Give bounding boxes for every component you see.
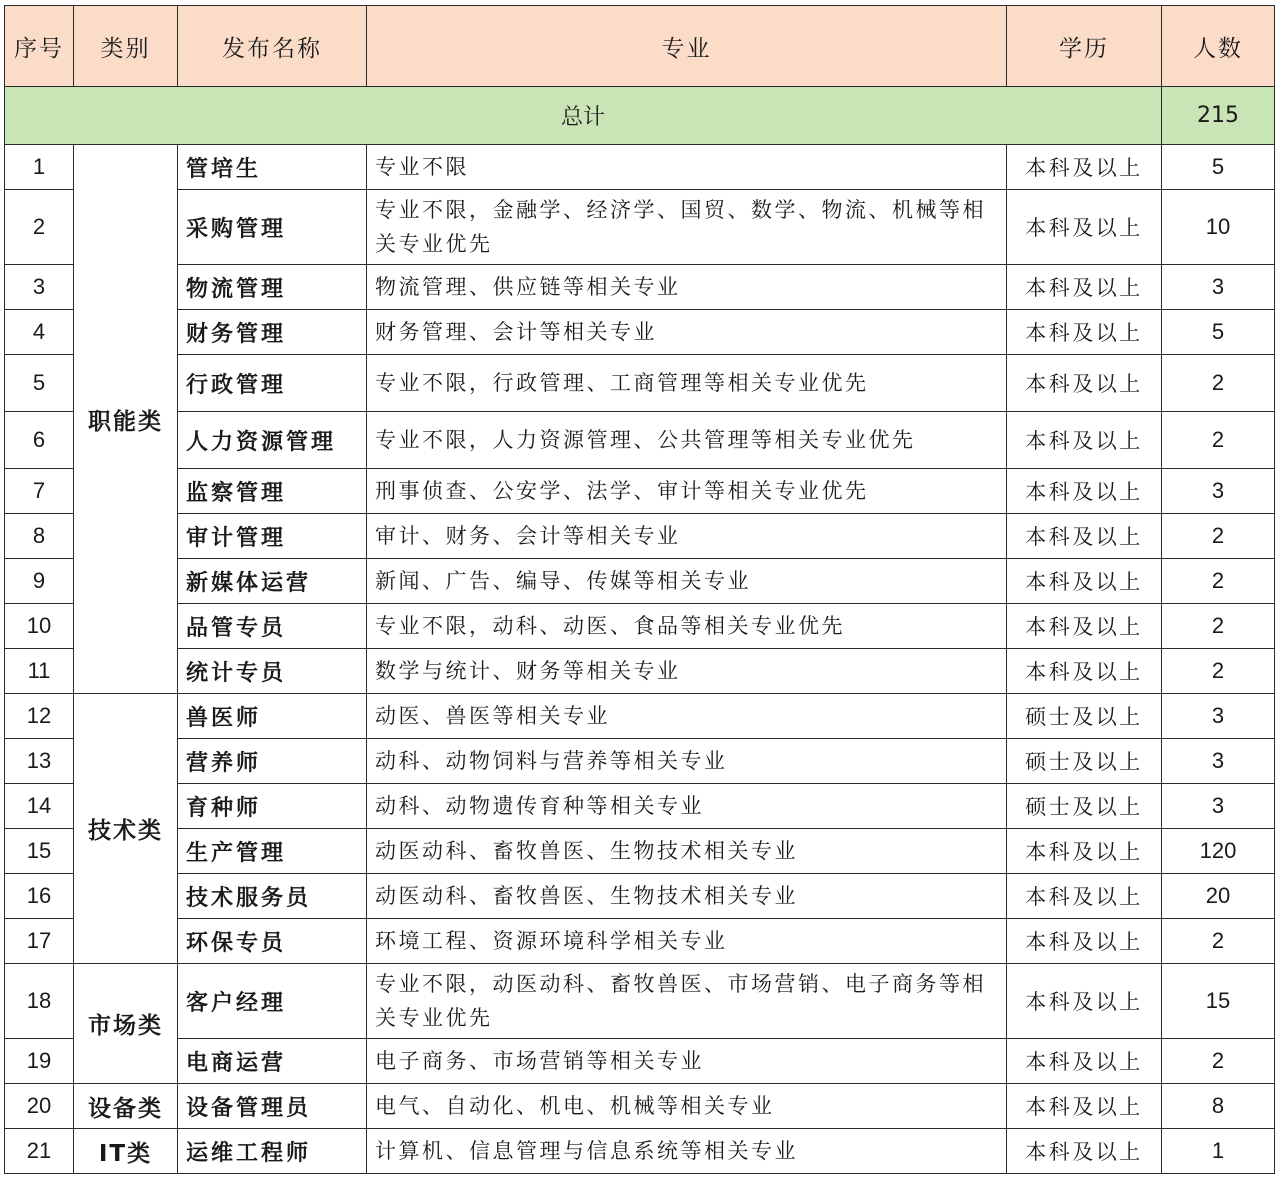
row-no: 19 [5, 1039, 74, 1084]
job-education: 本科及以上 [1007, 1084, 1162, 1129]
job-major: 财务管理、会计等相关专业 [367, 310, 1007, 355]
table-row [5, 964, 1275, 1039]
category-cell: 职能类 [74, 145, 178, 694]
job-major: 刑事侦查、公安学、法学、审计等相关专业优先 [367, 469, 1007, 514]
row-no: 8 [5, 514, 74, 559]
job-major: 审计、财务、会计等相关专业 [367, 514, 1007, 559]
header-major: 专业 [367, 6, 1007, 87]
row-no: 5 [5, 355, 74, 412]
table-row [5, 190, 1275, 265]
table-row [5, 604, 1275, 649]
job-education: 本科及以上 [1007, 874, 1162, 919]
job-name: 财务管理 [178, 310, 367, 355]
table-row [5, 514, 1275, 559]
job-major: 专业不限，人力资源管理、公共管理等相关专业优先 [367, 412, 1007, 469]
total-row [5, 87, 1275, 145]
table-row [5, 355, 1275, 412]
job-name: 生产管理 [178, 829, 367, 874]
job-major: 专业不限，金融学、经济学、国贸、数学、物流、机械等相关专业优先 [367, 190, 1007, 265]
job-major: 专业不限，动科、动医、食品等相关专业优先 [367, 604, 1007, 649]
row-no: 11 [5, 649, 74, 694]
row-no: 21 [5, 1129, 74, 1174]
job-major: 环境工程、资源环境科学相关专业 [367, 919, 1007, 964]
job-count: 1 [1162, 1129, 1275, 1174]
table-row [5, 310, 1275, 355]
job-education: 本科及以上 [1007, 265, 1162, 310]
job-name: 行政管理 [178, 355, 367, 412]
job-count: 2 [1162, 919, 1275, 964]
job-education: 本科及以上 [1007, 829, 1162, 874]
job-major: 专业不限，行政管理、工商管理等相关专业优先 [367, 355, 1007, 412]
table-row [5, 694, 1275, 739]
job-count: 2 [1162, 604, 1275, 649]
job-education: 本科及以上 [1007, 1039, 1162, 1084]
job-major: 计算机、信息管理与信息系统等相关专业 [367, 1129, 1007, 1174]
row-no: 9 [5, 559, 74, 604]
job-education: 本科及以上 [1007, 412, 1162, 469]
job-education: 本科及以上 [1007, 355, 1162, 412]
job-major: 数学与统计、财务等相关专业 [367, 649, 1007, 694]
job-education: 本科及以上 [1007, 145, 1162, 190]
job-name: 管培生 [178, 145, 367, 190]
job-count: 2 [1162, 412, 1275, 469]
header-education: 学历 [1007, 6, 1162, 87]
job-education: 硕士及以上 [1007, 694, 1162, 739]
table-row [5, 1129, 1275, 1174]
job-name: 育种师 [178, 784, 367, 829]
table-row [5, 1084, 1275, 1129]
job-name: 兽医师 [178, 694, 367, 739]
table-row [5, 739, 1275, 784]
job-major: 物流管理、供应链等相关专业 [367, 265, 1007, 310]
job-major: 新闻、广告、编导、传媒等相关专业 [367, 559, 1007, 604]
job-major: 专业不限 [367, 145, 1007, 190]
table-row [5, 649, 1275, 694]
job-education: 本科及以上 [1007, 310, 1162, 355]
job-count: 5 [1162, 145, 1275, 190]
job-education: 本科及以上 [1007, 190, 1162, 265]
job-education: 本科及以上 [1007, 514, 1162, 559]
row-no: 10 [5, 604, 74, 649]
header-name: 发布名称 [178, 6, 367, 87]
job-major: 动医动科、畜牧兽医、生物技术相关专业 [367, 874, 1007, 919]
job-count: 2 [1162, 514, 1275, 559]
job-count: 3 [1162, 694, 1275, 739]
row-no: 15 [5, 829, 74, 874]
job-name: 监察管理 [178, 469, 367, 514]
category-cell: 设备类 [74, 1084, 178, 1129]
table-row [5, 469, 1275, 514]
job-name: 人力资源管理 [178, 412, 367, 469]
table-row [5, 874, 1275, 919]
category-cell: IT类 [74, 1129, 178, 1174]
job-name: 统计专员 [178, 649, 367, 694]
table-row [5, 559, 1275, 604]
job-name: 审计管理 [178, 514, 367, 559]
job-major: 电气、自动化、机电、机械等相关专业 [367, 1084, 1007, 1129]
table-row [5, 265, 1275, 310]
job-count: 8 [1162, 1084, 1275, 1129]
row-no: 2 [5, 190, 74, 265]
job-education: 硕士及以上 [1007, 784, 1162, 829]
total-value: 215 [1162, 87, 1275, 145]
row-no: 6 [5, 412, 74, 469]
job-count: 3 [1162, 265, 1275, 310]
table-row [5, 829, 1275, 874]
table-row [5, 919, 1275, 964]
job-count: 3 [1162, 784, 1275, 829]
row-no: 20 [5, 1084, 74, 1129]
job-name: 品管专员 [178, 604, 367, 649]
job-name: 电商运营 [178, 1039, 367, 1084]
job-education: 本科及以上 [1007, 469, 1162, 514]
job-count: 2 [1162, 649, 1275, 694]
job-count: 3 [1162, 469, 1275, 514]
header-category: 类别 [74, 6, 178, 87]
row-no: 12 [5, 694, 74, 739]
recruitment-table [4, 5, 1275, 1174]
job-education: 本科及以上 [1007, 649, 1162, 694]
job-count: 2 [1162, 559, 1275, 604]
header-count: 人数 [1162, 6, 1275, 87]
category-cell: 市场类 [74, 964, 178, 1084]
header-no: 序号 [5, 6, 74, 87]
table-row [5, 145, 1275, 190]
job-count: 15 [1162, 964, 1275, 1039]
job-name: 运维工程师 [178, 1129, 367, 1174]
job-count: 2 [1162, 1039, 1275, 1084]
job-education: 本科及以上 [1007, 604, 1162, 649]
job-major: 动科、动物遗传育种等相关专业 [367, 784, 1007, 829]
header-row [5, 6, 1275, 87]
job-education: 本科及以上 [1007, 964, 1162, 1039]
job-name: 物流管理 [178, 265, 367, 310]
job-name: 技术服务员 [178, 874, 367, 919]
job-count: 20 [1162, 874, 1275, 919]
job-name: 采购管理 [178, 190, 367, 265]
row-no: 18 [5, 964, 74, 1039]
job-name: 营养师 [178, 739, 367, 784]
row-no: 1 [5, 145, 74, 190]
job-name: 客户经理 [178, 964, 367, 1039]
row-no: 3 [5, 265, 74, 310]
job-count: 10 [1162, 190, 1275, 265]
job-count: 120 [1162, 829, 1275, 874]
table-row [5, 1039, 1275, 1084]
job-major: 专业不限，动医动科、畜牧兽医、市场营销、电子商务等相关专业优先 [367, 964, 1007, 1039]
job-education: 本科及以上 [1007, 919, 1162, 964]
job-education: 硕士及以上 [1007, 739, 1162, 784]
category-cell: 技术类 [74, 694, 178, 964]
row-no: 16 [5, 874, 74, 919]
job-major: 动科、动物饲料与营养等相关专业 [367, 739, 1007, 784]
job-name: 新媒体运营 [178, 559, 367, 604]
table-row [5, 784, 1275, 829]
job-count: 2 [1162, 355, 1275, 412]
total-label: 总计 [5, 87, 1162, 145]
job-education: 本科及以上 [1007, 559, 1162, 604]
job-name: 环保专员 [178, 919, 367, 964]
job-count: 3 [1162, 739, 1275, 784]
job-count: 5 [1162, 310, 1275, 355]
table-row [5, 412, 1275, 469]
row-no: 17 [5, 919, 74, 964]
job-education: 本科及以上 [1007, 1129, 1162, 1174]
row-no: 4 [5, 310, 74, 355]
row-no: 7 [5, 469, 74, 514]
job-name: 设备管理员 [178, 1084, 367, 1129]
job-major: 电子商务、市场营销等相关专业 [367, 1039, 1007, 1084]
job-major: 动医动科、畜牧兽医、生物技术相关专业 [367, 829, 1007, 874]
row-no: 14 [5, 784, 74, 829]
job-major: 动医、兽医等相关专业 [367, 694, 1007, 739]
row-no: 13 [5, 739, 74, 784]
